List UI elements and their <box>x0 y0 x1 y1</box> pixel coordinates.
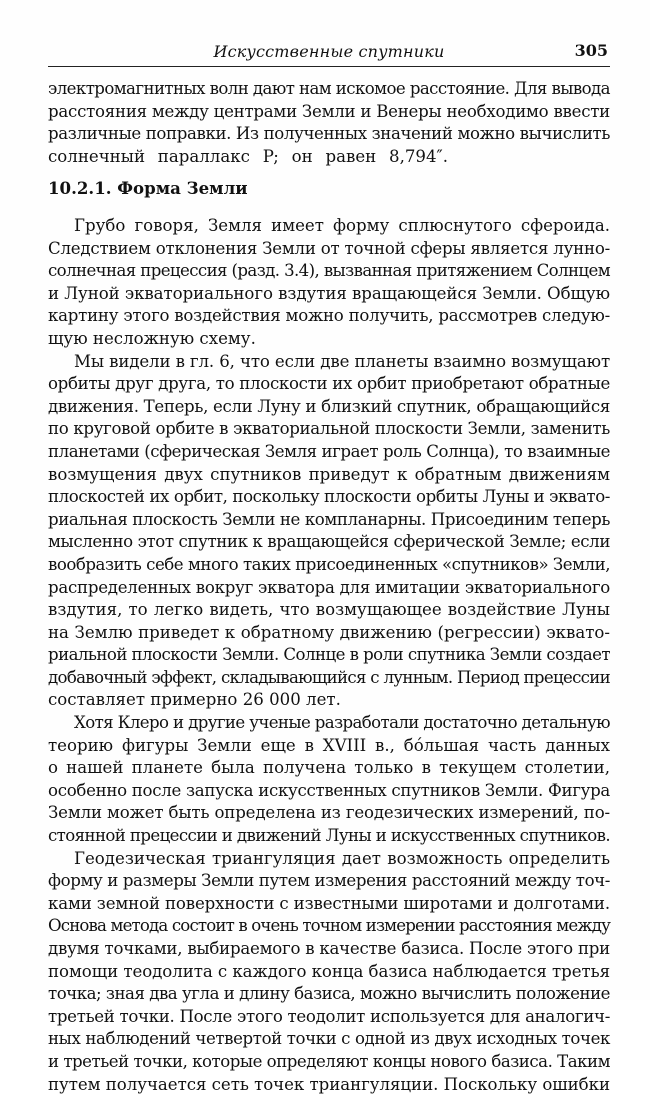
text-line: добавочный эффект, складывающийся с лунным. Период прецессии <box>48 667 610 687</box>
text-line: риальной плоскости Земли. Солнце в роли спутника Земли создает <box>48 645 610 665</box>
text-line: точка; зная два угла и длину базиса, можно вычислить положение <box>48 984 610 1004</box>
paragraph <box>48 351 610 713</box>
text-line: мысленно этот спутник к вращающейся сферической Земле; если <box>48 532 610 552</box>
text-line: возмущения двух спутников приведут к обратным движениям <box>48 464 610 484</box>
text-line: теорию фигуры Земли еще в XVIII в., бóльшая часть данных <box>48 735 610 755</box>
text-line: ных наблюдений четвертой точки с одной из двух исходных точек <box>48 1029 610 1049</box>
section-heading: 10.2.1. Форма Земли <box>48 178 248 198</box>
text-line: помощи теодолита с каждого конца базиса наблюдается третья <box>48 961 610 981</box>
text-line: Следствием отклонения Земли от точной сферы является лунно- <box>48 238 610 258</box>
text-line: двумя точками, выбираемого в качестве базиса. После этого при <box>48 939 610 958</box>
text-line: планетами (сферическая Земля играет роль Солнца), то взаимные <box>48 441 610 461</box>
text-line: и Луной экваториального вздутия вращающейся Земли. Общую <box>48 283 610 303</box>
text-line: распределенных вокруг экватора для имитации экваториального <box>48 577 610 597</box>
text-line: Грубо говоря, Земля имеет форму сплюснутого сфероида. <box>74 216 610 235</box>
text-line: вообразить себе много таких присоединенных «спутников» Земли, <box>48 554 610 574</box>
text-line: Геодезическая триангуляция дает возможность определить <box>74 848 610 868</box>
text-line: о нашей планете была получена только в текущем столетии, <box>48 758 610 778</box>
text-line: щую несложную схему. <box>48 328 256 348</box>
paragraph <box>48 848 610 1096</box>
text-line: расстояния между центрами Земли и Венеры необходимо ввести <box>48 101 610 121</box>
text-line: путем получается сеть точек триангуляции. Поскольку ошибки <box>48 1074 610 1094</box>
text-line: картину этого воздействия можно получить, рассмотрев следую- <box>48 306 610 326</box>
paragraph <box>48 215 610 351</box>
text-line: Мы видели в гл. 6, что если две планеты взаимно возмущают <box>74 351 610 371</box>
paragraph <box>48 712 610 848</box>
text-line: Основа метода состоит в очень точном измерении расстояния между <box>48 916 610 936</box>
text-line: и третьей точки, которые определяют концы нового базиса. Таким <box>48 1051 610 1071</box>
text-line: форму и размеры Земли путем измерения расстояний между точ- <box>48 871 610 891</box>
text-line: ками земной поверхности с известными широтами и долготами. <box>48 893 610 913</box>
page-number: 305 <box>574 41 608 60</box>
text-line: риальная плоскость Земли не компланарны. Присоединим теперь <box>48 509 610 529</box>
text-line: Хотя Клеро и другие ученые разработали достаточно детальную <box>74 713 610 733</box>
text-line: солнечная прецессия (разд. 3.4), вызванная притяжением Солнцем <box>48 261 610 281</box>
text-line: Земли может быть определена из геодезических измерений, по- <box>48 803 610 823</box>
text-line: электромагнитных волн дают нам искомое расстояние. Для вывода <box>48 79 610 98</box>
text-line: стоянной прецессии и движений Луны и искусственных спутников. <box>48 826 610 846</box>
text-line: составляет примерно 26 000 лет. <box>48 690 341 710</box>
text-line: различные поправки. Из полученных значений можно вычислить <box>48 124 610 144</box>
chapter-title: Искусственные спутники <box>213 42 445 61</box>
intro-paragraph <box>48 78 610 168</box>
text-line: вздутия, то легко видеть, что возмущающее воздействие Луны <box>48 600 610 620</box>
text-line: орбиты друг друга, то плоскости их орбит приобретают обратные <box>48 374 610 394</box>
text-line: солнечный параллакс P; он равен 8,794″. <box>48 146 448 166</box>
text-line: движения. Теперь, если Луну и близкий спутник, обращающийся <box>48 396 610 416</box>
text-line: по круговой орбите в экваториальной плоскости Земли, заменить <box>48 419 610 439</box>
body-text <box>48 215 610 1096</box>
text-line: третьей точки. После этого теодолит используется для аналогич- <box>48 1006 611 1026</box>
text-line: на Землю приведет к обратному движению (регрессии) эквато- <box>48 622 610 642</box>
text-line: плоскостей их орбит, поскольку плоскости орбиты Луны и эквато- <box>48 487 610 507</box>
running-header <box>48 38 610 67</box>
text-line: особенно после запуска искусственных спутников Земли. Фигура <box>48 780 610 800</box>
